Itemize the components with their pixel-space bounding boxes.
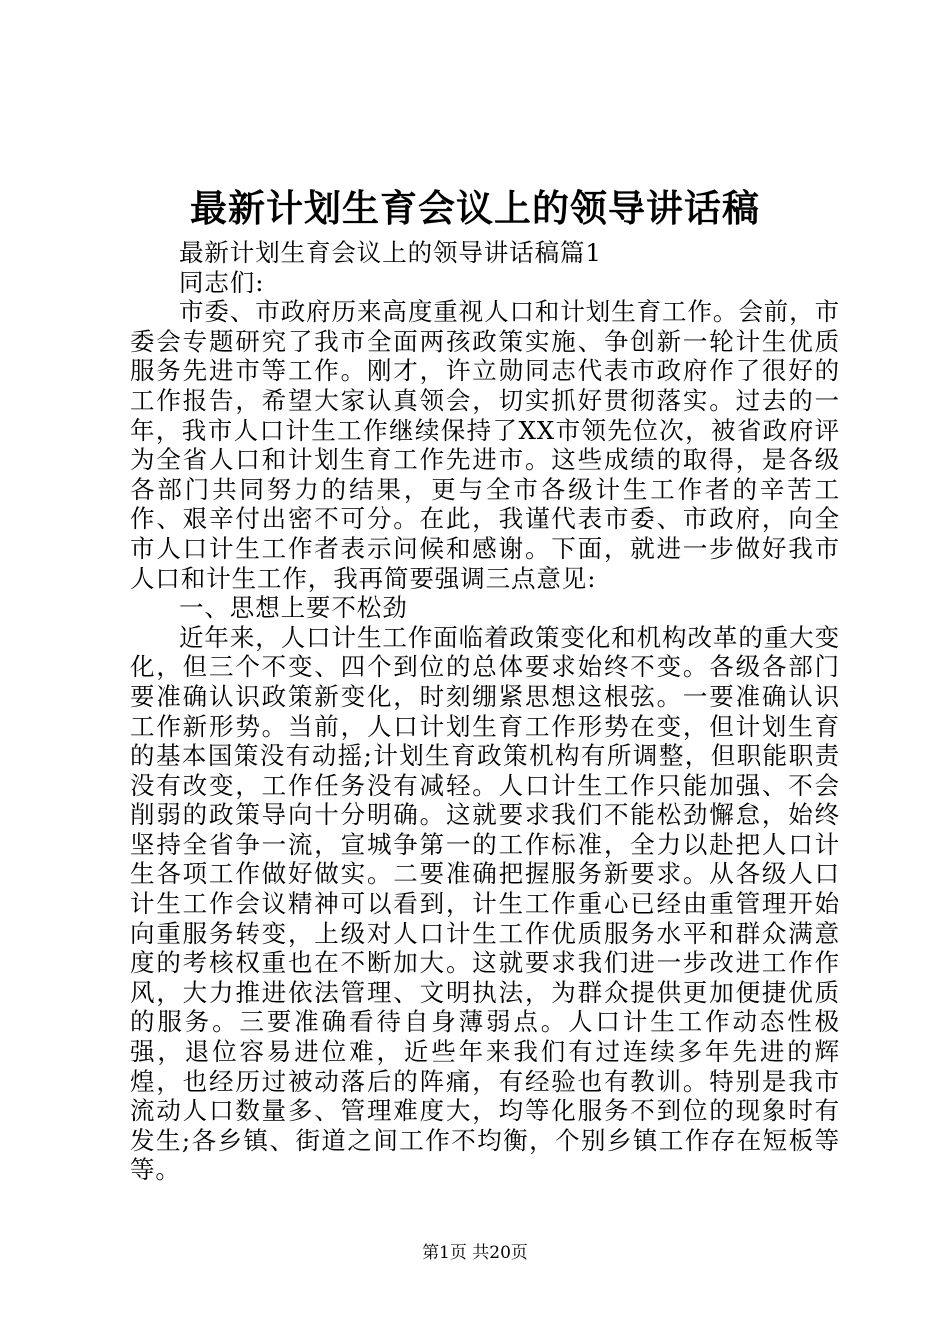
salutation: 同志们: [179,267,265,297]
body-paragraph: 市委、市政府历来高度重视人口和计划生育工作。会前，市委会专题研究了我市全面两孩政策实施、争创新一轮计生优质服务先进市等工作。刚才，许立勋同志代表市政府作了很好的工作报告，希望大家认真领会，切实抓好贯彻落实。过去的一年，我市人口计生工作继续保持了XX市领先位次，被省政府评为全省人口和计划生育工作先进市。这些成绩的取得，是各级各部门共同努力的结果，更与全市各级计生工作者的辛苦工作、艰辛付出密不可分。在此，我谨代表市委、市政府，向全市人口计生工作者表示问候和感谢。下面，就进一步做好我市人口和计生工作，我再简要强调三点意见: [130,297,840,593]
document-body [130,238,840,1185]
body-paragraph: 近年来，人口计生工作面临着政策变化和机构改革的重大变化，但三个不变、四个到位的总体要求始终不变。各级各部门要准确认识政策新变化，时刻绷紧思想这根弦。一要准确认识工作新形势。当前，人口计划生育工作形势在变，但计划生育的基本国策没有动摇;计划生育政策机构有所调整，但职能职责没有改变，工作任务没有减轻。人口计生工作只能加强、不会削弱的政策导向十分明确。这就要求我们不能松劲懈怠，始终坚持全省争一流，宣城争第一的工作标准，全力以赴把人口计生各项工作做好做实。二要准确把握服务新要求。从各级人口计生工作会议精神可以看到，计生工作重心已经由重管理开始向重服务转变，上级对人口计生工作优质服务水平和群众满意度的考核权重也在不断加大。这就要求我们进一步改进工作作风，大力推进依法管理、文明执法，为群众提供更加便捷优质的服务。三要准确看待自身薄弱点。人口计生工作动态性极强，退位容易进位难，近些年来我们有过连续多年先进的辉煌，也经历过被动落后的阵痛，有经验也有教训。特别是我市流动人口数量多、管理难度大，均等化服务不到位的现象时有发生;各乡镇、街道之间工作不均衡，个别乡镇工作存在短板等等。 [130,622,840,1185]
section-subtitle: 最新计划生育会议上的领导讲话稿篇1 [179,238,602,267]
page-indicator: 第1页 共20页 [422,1243,528,1263]
section-heading: 一、思想上要不松劲 [179,593,408,623]
document-title: 最新计划生育会议上的领导讲话稿 [190,186,760,230]
